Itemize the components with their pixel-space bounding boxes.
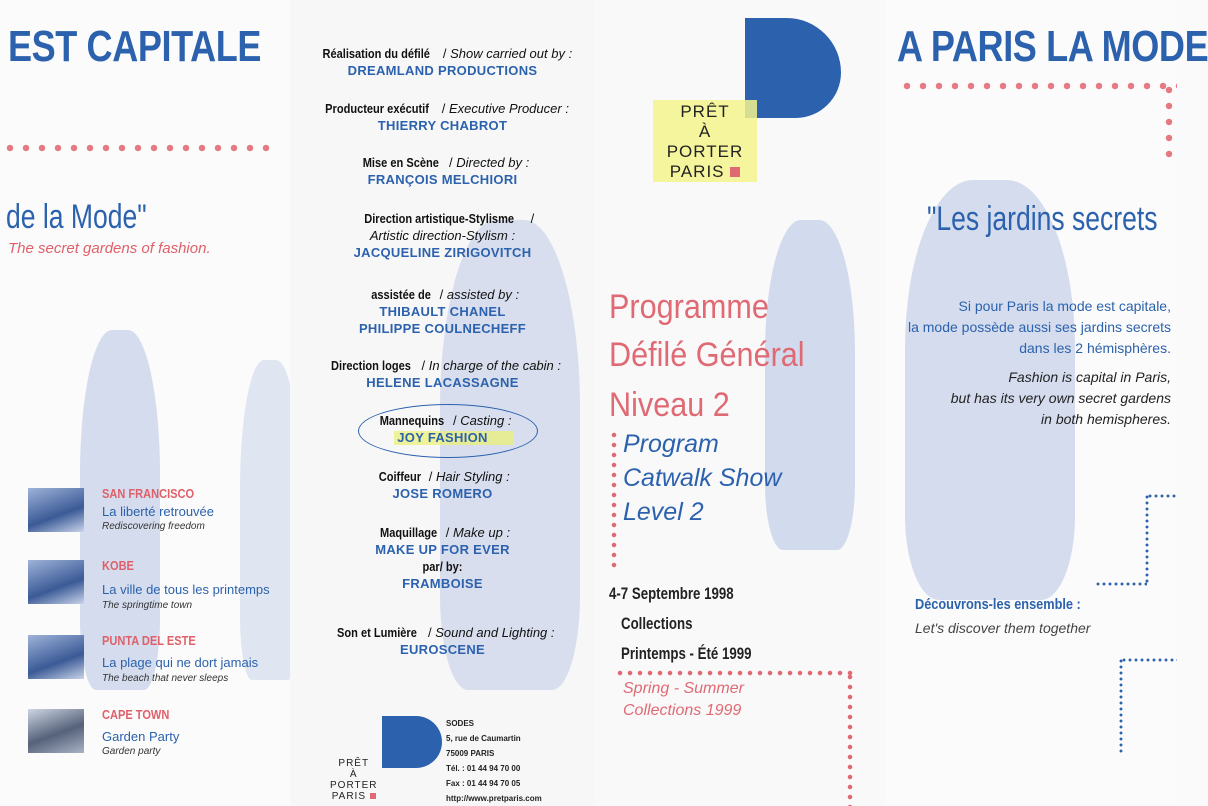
discover-heading: Découvrons-les ensemble : [915,596,1081,613]
title-est-capitale: EST CAPITALE [8,22,261,71]
city-name: PUNTA DEL ESTE [102,633,196,648]
intro-text-fr: Si pour Paris la mode est capitale, la mode possède aussi ses jardins secrets dans les 2 hémisphères. [907,298,1171,356]
credit-name: PHILIPPE COULNECHEFF [358,321,527,336]
dotted-rule [899,82,1177,90]
credit-name: MAKE UP FOR EVER [375,542,510,557]
panel-credits [290,0,595,806]
city-tagline-en: Rediscovering freedom [102,521,205,532]
city-item-san-francisco [28,486,288,538]
credit-makeup: Maquillage / Make up : MAKE UP FOR EVER par/ by: FRAMBOISE [290,524,595,592]
program-en-subtitle: Catwalk Show [623,464,782,492]
city-name: CAPE TOWN [102,707,170,722]
credit-name: FRANÇOIS MELCHIORI [367,172,518,187]
credit-name: JACQUELINE ZIRIGOVITCH [353,245,532,260]
credit-name: JOSE ROMERO [392,486,493,501]
credit-name: HELENE LACASSAGNE [366,375,519,390]
credit-name: FRAMBOISE [402,576,483,591]
city-thumbnail [28,488,84,532]
intro-text-en: Fashion is capital in Paris, but has its very own secret gardens in both hemispheres. [950,369,1171,427]
pap-logo: PRÊT À PORTER PARIS [666,102,744,181]
city-tagline-en: The beach that never sleeps [102,673,229,684]
pap-logo-shape-small [382,716,442,768]
credit-sound: Son et Lumière / Sound and Lighting : EUROSCENE [290,624,595,658]
model-photo-right [765,220,855,550]
city-thumbnail [28,560,84,604]
credit-name: DREAMLAND PRODUCTIONS [347,63,538,78]
city-tagline-fr: La ville de tous les printemps [102,582,270,597]
subtitle-secret-gardens: The secret gardens of fashion. [8,240,211,257]
city-item-kobe [28,558,288,610]
quote-les-jardins-secrets: "Les jardins secrets [927,200,1158,238]
credit-name: THIERRY CHABROT [377,118,508,133]
city-tagline-fr: Garden Party [102,729,180,744]
pap-logo-small: PRÊT À PORTER PARIS [330,758,378,802]
credit-assisted: assistée de / assisted by : THIBAULT CHANEL PHILIPPE COULNECHEFF [290,286,595,337]
city-thumbnail [28,635,84,679]
dotted-border [611,430,617,572]
credit-artistic: Direction artistique-Stylisme / Artistic direction-Stylism : JACQUELINE ZIRIGOVITCH [290,210,595,261]
credit-name: JOY FASHION [397,430,488,445]
programme-subtitle: Défilé Général [609,336,805,374]
program-en-title: Program [623,430,719,458]
dotted-connector [1121,658,1177,662]
quote-de-la-mode: de la Mode" [6,198,147,236]
dotted-connector [1119,658,1123,754]
city-name: KOBE [102,558,134,573]
collections-year: Collections 1999 [623,702,742,719]
city-tagline-en: Garden party [102,746,161,757]
credit-producer: Producteur exécutif / Executive Producer : THIERRY CHABROT [290,100,595,134]
credit-name: EUROSCENE [399,642,486,657]
spring-summer: Spring - Summer [623,680,744,697]
season-label: Printemps - Été 1999 [621,644,752,663]
dotted-connector [1095,582,1147,586]
city-item-cape-town [28,707,288,759]
credit-name: THIBAULT CHANEL [379,304,506,319]
dotted-rule [1165,82,1173,158]
dotted-border [615,670,855,676]
panel-left [0,0,290,806]
dotted-border [847,672,853,806]
dotted-rule [2,144,274,152]
discover-subheading: Let's discover them together [915,620,1091,636]
city-tagline-en: The springtime town [102,600,193,611]
dotted-connector [1145,494,1149,584]
city-tagline-fr: La plage qui ne dort jamais [102,655,259,670]
credit-director: Mise en Scène / Directed by : FRANÇOIS MELCHIORI [290,154,595,188]
city-name: SAN FRANCISCO [102,486,195,501]
pap-logo-shape [745,18,841,118]
city-tagline-fr: La liberté retrouvée [102,504,215,519]
program-en-level: Level 2 [623,498,704,526]
address-block: SODES 5, rue de Caumartin 75009 PARIS Tél. : 01 44 94 70 00 Fax : 01 44 94 70 05 http://www.pretparis.com [446,719,542,803]
panel-programme [595,0,885,806]
dotted-connector [1147,494,1177,498]
credit-cabin: Direction loges / In charge of the cabin : HELENE LACASSAGNE [290,357,595,391]
credit-casting: Mannequins / Casting : JOY FASHION [290,412,595,446]
collections-label: Collections [621,614,693,633]
event-dates: 4-7 Septembre 1998 [609,584,734,603]
credit-show: Réalisation du défilé / Show carried out by : DREAMLAND PRODUCTIONS [290,45,595,79]
programme-level: Niveau 2 [609,386,730,424]
credit-hair: Coiffeur / Hair Styling : JOSE ROMERO [290,468,595,502]
programme-title: Programme [609,288,769,326]
city-item-punta-del-este [28,633,288,685]
title-a-paris-la-mode: A PARIS LA MODE [897,22,1208,71]
panel-right [885,0,1208,806]
city-thumbnail [28,709,84,753]
